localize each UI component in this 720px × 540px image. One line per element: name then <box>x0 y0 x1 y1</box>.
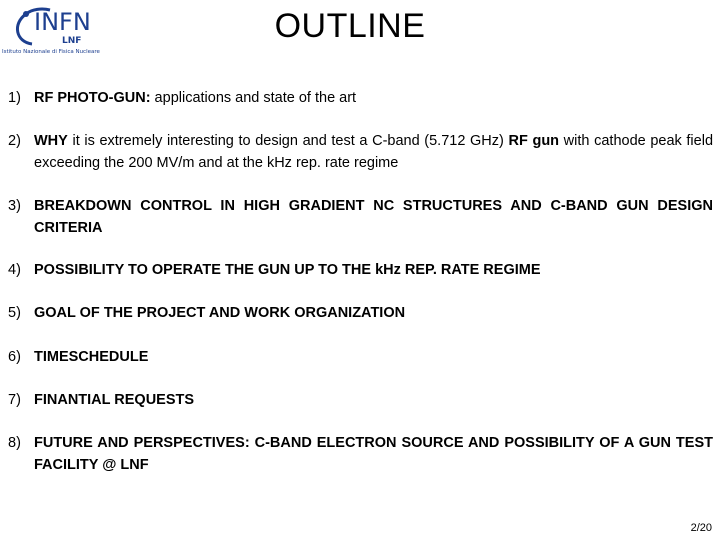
page-title-text: OUTLINE <box>274 7 426 45</box>
item-bold: BREAKDOWN CONTROL IN HIGH GRADIENT NC STRUCTURES AND C-BAND GUN DESIGN CRITERIA <box>34 198 713 236</box>
item-bold: FUTURE AND PERSPECTIVES: C-BAND ELECTRON SOURCE AND POSSIBILITY OF A GUN TEST FACILITY @ LNF <box>34 435 713 473</box>
logo-name: INFN <box>34 8 91 36</box>
outline-item-5 <box>8 302 713 324</box>
item-bold: GOAL OF THE PROJECT AND WORK ORGANIZATION <box>34 305 406 321</box>
item-number: 2) <box>8 133 21 149</box>
logo-tagline: Istituto Nazionale di Fisica Nucleare <box>2 49 100 55</box>
item-number: 7) <box>8 392 21 408</box>
item-rest-2: with cathode peak field exceeding the 200 MV/m and at the kHz rep. rate regime <box>34 133 714 171</box>
item-text <box>34 346 713 368</box>
page-title <box>0 7 700 46</box>
item-bold: TIMESCHEDULE <box>34 349 149 365</box>
item-number: 4) <box>8 262 21 278</box>
logo-sub: LNF <box>62 36 82 46</box>
outline-item-4 <box>8 259 713 281</box>
page-number: 2/20 <box>690 522 712 534</box>
outline-item-8 <box>8 432 713 476</box>
item-bold: FINANTIAL REQUESTS <box>34 392 195 408</box>
item-number: 1) <box>8 90 21 106</box>
item-bold: WHY <box>34 133 68 149</box>
outline-item-3 <box>8 195 713 239</box>
item-bold: RF PHOTO-GUN: <box>34 90 151 106</box>
item-number: 8) <box>8 435 21 451</box>
item-number: 6) <box>8 349 21 365</box>
item-rest: applications and state of the art <box>150 90 357 106</box>
item-text <box>34 432 713 476</box>
outline-item-1 <box>8 87 713 109</box>
item-text <box>34 130 713 174</box>
outline-item-7 <box>8 389 713 411</box>
item-text <box>34 87 713 109</box>
outline-item-2 <box>8 130 713 174</box>
item-number: 3) <box>8 198 21 214</box>
item-bold: POSSIBILITY TO OPERATE THE GUN UP TO THE kHz REP. RATE REGIME <box>34 262 541 278</box>
item-text <box>34 389 713 411</box>
item-number: 5) <box>8 305 21 321</box>
item-text <box>34 195 713 239</box>
item-rest: it is extremely interesting to design and test a C-band (5.712 GHz) <box>67 133 509 149</box>
item-bold-2: RF gun <box>508 133 560 149</box>
item-text <box>34 302 713 324</box>
item-text <box>34 259 713 281</box>
outline-item-6 <box>8 346 713 368</box>
